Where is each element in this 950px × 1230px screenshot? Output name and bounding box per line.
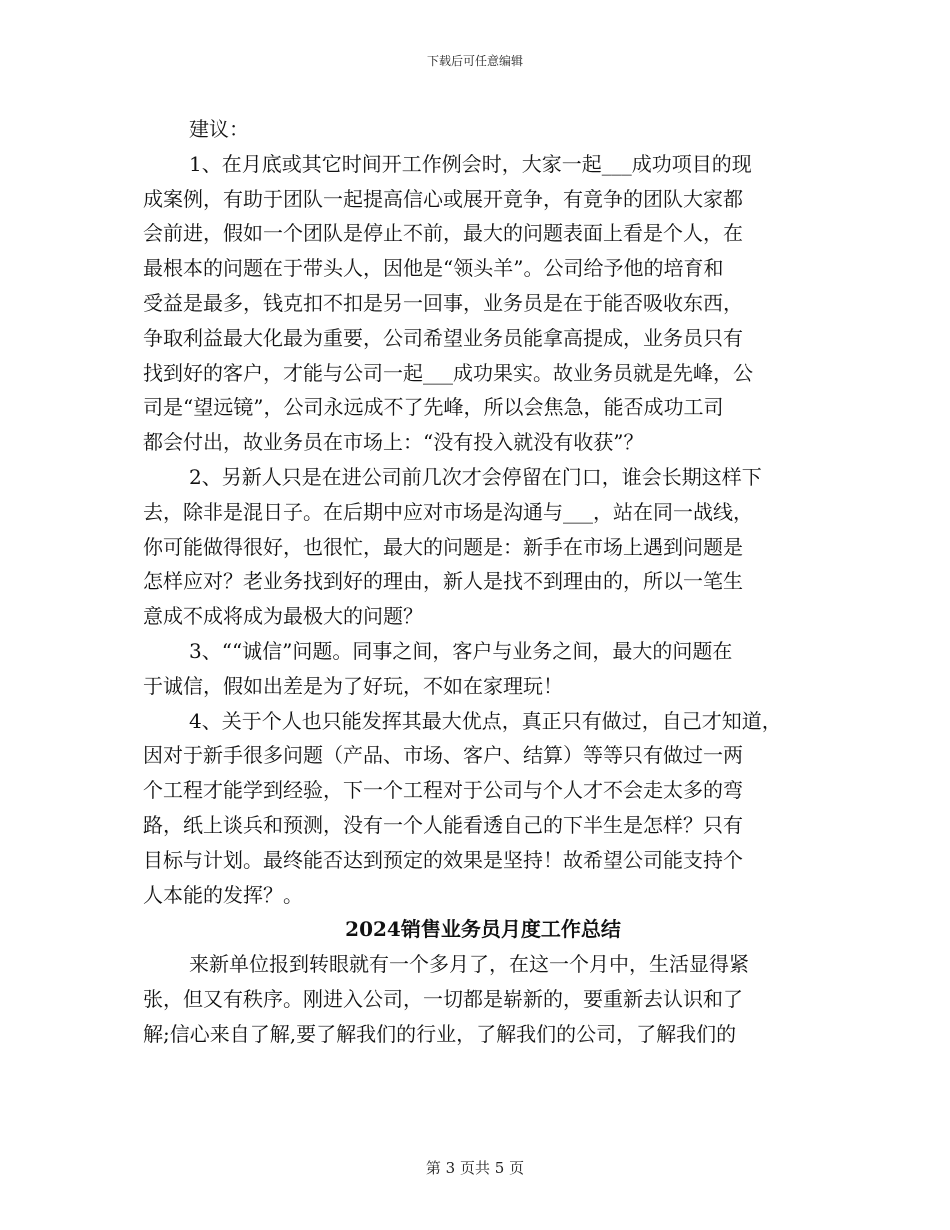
paragraph-line: 去，除非是混日子。在后期中应对市场是沟通与___，站在同一战线， — [143, 499, 753, 524]
document-body — [143, 112, 823, 1052]
paragraph-line: 建议： — [189, 117, 249, 141]
paragraph-line: 2、另新人只是在进公司前几次才会停留在门口，谁会长期这样下 — [189, 464, 762, 489]
paragraph-line: 意成不成将成为最极大的问题？ — [143, 604, 423, 629]
paragraph-line: 受益是最多，钱克扣不扣是另一回事，业务员是在于能否吸收东西， — [143, 290, 743, 315]
paragraph-line: 个工程才能学到经验，下一个工程对于公司与个人才不会走太多的弯 — [143, 778, 743, 803]
paragraph-line: 司是“望远镜”，公司永远成不了先峰，所以会焦急，能否成功工司 — [143, 395, 724, 420]
paragraph-line: 来新单位报到转眼就有一个多月了，在这一个月中，生活显得紧 — [189, 952, 749, 977]
paragraph-line: 争取利益最大化最为重要，公司希望业务员能拿高提成，业务员只有 — [143, 325, 743, 350]
paragraph-line: 会前进，假如一个团队是停止不前，最大的问题表面上看是个人，在 — [143, 221, 743, 246]
paragraph-line: 找到好的客户，才能与公司一起___成功果实。故业务员就是先峰，公 — [143, 360, 753, 385]
paragraph-line: 3、““诚信”问题。同事之间，客户与业务之间，最大的问题在 — [189, 638, 733, 663]
paragraph-line: 成案例，有助于团队一起提高信心或展开竟争，有竟争的团队大家都 — [143, 186, 743, 211]
paragraph-line: 1、在月底或其它时间开工作例会时，大家一起___成功项目的现 — [189, 151, 752, 176]
paragraph-line: 4、关于个人也只能发挥其最大优点，真正只有做过，自己才知道， — [189, 708, 782, 733]
paragraph-line: 都会付出，故业务员在市场上：“没有投入就没有收获”？ — [143, 430, 644, 455]
paragraph-line: 目标与计划。最终能否达到预定的效果是坚持！故希望公司能支持个 — [143, 847, 743, 872]
paragraph-line: 解;信心来自了解,要了解我们的行业，了解我们的公司，了解我们的 — [143, 1021, 737, 1046]
paragraph-line: 路，纸上谈兵和预测，没有一个人能看透自己的下半生是怎样？只有 — [143, 812, 743, 837]
paragraph-line: 张，但又有秩序。刚进入公司，一切都是崭新的，要重新去认识和了 — [143, 986, 743, 1011]
page-footer: 第 3 页共 5 页 — [425, 1159, 525, 1177]
paragraph-line: 怎样应对？老业务找到好的理由，新人是找不到理由的，所以一笔生 — [143, 569, 743, 594]
paragraph-line: 于诚信，假如出差是为了好玩，不如在家理玩！ — [143, 673, 563, 698]
paragraph-line: 因对于新手很多问题（产品、市场、客户、结算）等等只有做过一两 — [143, 743, 743, 768]
page-header: 下载后可任意编辑 — [426, 54, 523, 68]
section-title: 2024销售业务员月度工作总结 — [345, 917, 621, 942]
paragraph-line: 最根本的问题在于带头人，因他是“领头羊”。公司给予他的培育和 — [143, 256, 724, 281]
paragraph-line: 人本能的发挥？。 — [143, 882, 303, 907]
paragraph-line: 你可能做得很好，也很忙，最大的问题是：新手在市场上遇到问题是 — [143, 534, 743, 559]
